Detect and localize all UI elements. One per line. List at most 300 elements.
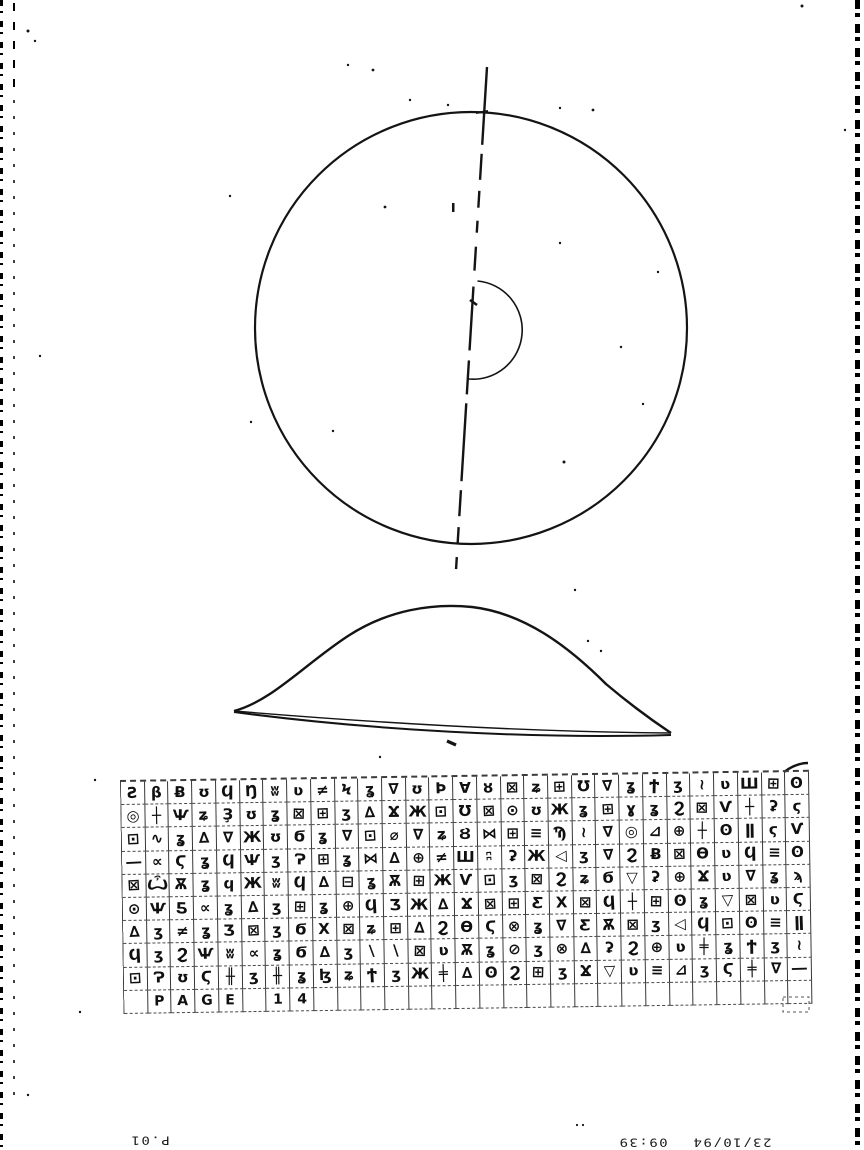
- page-label-cell: [338, 987, 362, 1011]
- glyph-cell: ⊞: [645, 890, 669, 914]
- glyph-cell: Ѱ: [146, 897, 170, 921]
- glyph-cell: Ϯ: [361, 964, 385, 988]
- page-label-cell: [385, 986, 409, 1010]
- glyph-cell: ʘ: [668, 889, 692, 913]
- glyph-cell: ⊡: [716, 912, 740, 936]
- glyph-cell: Х: [313, 918, 337, 942]
- glyph-cell: Ѳ: [691, 843, 715, 867]
- glyph-cell: ʋ: [622, 960, 646, 984]
- page-label-cell: [717, 981, 741, 1005]
- glyph-cell: ∆: [383, 847, 407, 871]
- page-label-cell: [124, 990, 148, 1014]
- page-label-cell: [693, 982, 717, 1006]
- page-label-cell: [361, 987, 385, 1011]
- glyph-cell: ʓ: [643, 797, 667, 821]
- glyph-cell: Ʒ: [218, 919, 242, 943]
- page-label-cell: [788, 980, 812, 1004]
- glyph-cell: ʓ: [572, 798, 596, 822]
- glyph-cell: ʓ: [264, 803, 288, 827]
- glyph-cell: Ж: [407, 893, 431, 917]
- glyph-cell: Ʊ: [453, 800, 477, 824]
- glyph-cell: ∇: [764, 958, 788, 982]
- glyph-cell: β: [145, 781, 169, 805]
- glyph-cell: ⌀: [383, 824, 407, 848]
- glyph-cell: ⋈: [359, 848, 383, 872]
- glyph-cell: ╫: [219, 966, 243, 990]
- glyph-cell: Ϭ: [288, 826, 312, 850]
- page-label-cell: [622, 983, 646, 1007]
- page-label-cell: [670, 982, 694, 1006]
- glyph-cell: ⊞: [407, 870, 431, 894]
- glyph-cell: ʓ: [194, 873, 218, 897]
- glyph-cell: Ϯ: [740, 935, 764, 959]
- page-label-cell: [504, 985, 528, 1009]
- glyph-cell: ʓ: [266, 942, 290, 966]
- glyph-cell: ʓ: [193, 850, 217, 874]
- glyph-cell: ∖: [384, 940, 408, 964]
- glyph-cell: Ш: [454, 846, 478, 870]
- glyph-cell: ≠: [430, 847, 454, 871]
- glyph-cell: Ϛ: [195, 966, 219, 990]
- glyph-cell: ⊙: [123, 898, 147, 922]
- glyph-cell: ≀: [572, 821, 596, 845]
- glyph-cell: ⊿: [644, 820, 668, 844]
- glyph-cell: Ѵ: [786, 818, 810, 842]
- base-top-line: [234, 711, 671, 733]
- glyph-cell: ʒ: [242, 965, 266, 989]
- glyph-cell: ⊠: [573, 891, 597, 915]
- glyph-cell: ╪: [693, 935, 717, 959]
- glyph-cell: Ϭ: [289, 941, 313, 965]
- glyph-cell: ʒ: [385, 963, 409, 987]
- glyph-cell: ⊕: [667, 820, 691, 844]
- glyph-cell: ∿: [145, 828, 169, 852]
- glyph-cell: ∆: [359, 801, 383, 825]
- glyph-cell: ⊡: [359, 824, 383, 848]
- glyph-cell: ⊠: [479, 892, 503, 916]
- glyph-cell: ʊ: [192, 781, 216, 805]
- glyph-cell: ∇: [550, 914, 574, 938]
- glyph-cell: Þ: [429, 777, 453, 801]
- glyph-cell: ⊠: [287, 802, 311, 826]
- glyph-cell: ⊞: [312, 848, 336, 872]
- center-dome-arc: [469, 281, 523, 379]
- glyph-cell: ∆: [456, 962, 480, 986]
- glyph-cell: ∝: [194, 897, 218, 921]
- glyph-cell: ▽: [598, 960, 622, 984]
- glyph-cell: ʓ: [358, 778, 382, 802]
- glyph-cell: ⊠: [242, 919, 266, 943]
- glyph-cell: ⊠: [408, 940, 432, 964]
- page-label-cell: [480, 985, 504, 1009]
- glyph-cell: ∇: [217, 827, 241, 851]
- glyph-cell: ⊞: [548, 775, 572, 799]
- glyph-cell: ʒ: [147, 920, 171, 944]
- page-label-cell: [432, 986, 456, 1010]
- glyph-cell: Ϩ: [667, 797, 691, 821]
- glyph-cell: ⊠: [337, 918, 361, 942]
- page-label-cell: [456, 985, 480, 1009]
- glyph-cell: ʒ: [551, 961, 575, 985]
- glyph-cell: ◎: [121, 805, 145, 829]
- fax-page-number: P.01: [130, 1133, 170, 1147]
- glyph-cell: Ʊ: [572, 775, 596, 799]
- glyph-cell: Ѱ: [195, 943, 219, 967]
- glyph-cell: ⊞: [596, 798, 620, 822]
- glyph-cell: Ϩ: [431, 916, 455, 940]
- glyph-cell: Ƨ: [121, 782, 145, 806]
- page-label-cell: [646, 983, 670, 1007]
- glyph-cell: ϡ: [787, 865, 811, 889]
- glyph-cell: ╫: [266, 965, 290, 989]
- glyph-cell: Ϥ: [217, 850, 241, 874]
- glyph-cell: ʑ: [337, 964, 361, 988]
- glyph-cell: ʓ: [526, 915, 550, 939]
- glyph-cell: Ϩ: [622, 937, 646, 961]
- glyph-cell: ǁ: [787, 911, 811, 935]
- glyph-cell: Ƽ: [170, 897, 194, 921]
- glyph-cell: ʡ: [598, 937, 622, 961]
- glyph-cell: ʒ: [693, 959, 717, 983]
- glyph-cell: ʘ: [786, 841, 810, 865]
- glyph-cell: ∖: [361, 940, 385, 964]
- glyph-cell: ▽: [621, 867, 645, 891]
- glyph-cell: Ѫ: [598, 914, 622, 938]
- glyph-cell: ⊠: [621, 913, 645, 937]
- glyph-cell: Ȣ: [454, 823, 478, 847]
- page-label-cell: [741, 981, 765, 1005]
- glyph-cell: ʒ: [573, 845, 597, 869]
- glyph-cell: ʓ: [313, 895, 337, 919]
- glyph-cell: Ƹ: [574, 914, 598, 938]
- glyph-cell: ʋ: [669, 936, 693, 960]
- glyph-cell: Ш: [738, 772, 762, 796]
- glyph-cell: ▽: [716, 889, 740, 913]
- glyph-cell: ʓ: [763, 865, 787, 889]
- glyph-cell: ≡: [525, 822, 549, 846]
- glyph-cell: ∇: [596, 821, 620, 845]
- glyph-cell: Ʒ: [384, 894, 408, 918]
- glyph-cell: ⊗: [503, 915, 527, 939]
- glyph-cell: ʒ: [264, 849, 288, 873]
- glyph-cell: ʓ: [692, 889, 716, 913]
- glyph-cell: Ѵ: [454, 869, 478, 893]
- glyph-cell: ʒ: [645, 913, 669, 937]
- glyph-cell: ϥ: [217, 873, 241, 897]
- glyph-cell: ∇: [406, 824, 430, 848]
- page-label-cell: [765, 981, 789, 1005]
- glyph-cell: Ϥ: [360, 894, 384, 918]
- glyph-cell: ʒ: [337, 941, 361, 965]
- glyph-cell: Ж: [406, 801, 430, 825]
- glyph-cell: ⊞: [502, 892, 526, 916]
- glyph-cell: ≀: [788, 934, 812, 958]
- glyph-cell: ∀: [453, 777, 477, 801]
- glyph-cell: Ж: [241, 873, 265, 897]
- page-label-cell: P: [148, 990, 172, 1014]
- glyph-cell: Ж: [548, 798, 572, 822]
- glyph-cell: ʊ: [240, 803, 264, 827]
- glyph-cell: Ϟ: [335, 778, 359, 802]
- glyph-cell: Ɂ: [288, 849, 312, 873]
- glyph-cell: Ϥ: [692, 912, 716, 936]
- glyph-cell: ⊕: [645, 936, 669, 960]
- glyph-cell: Ϫ: [574, 960, 598, 984]
- glyph-cell: ʋ: [715, 866, 739, 890]
- glyph-cell: Ƀ: [168, 781, 192, 805]
- glyph-cell: ʒ: [265, 895, 289, 919]
- page-label-cell: [527, 984, 551, 1008]
- glyph-cell: ⊞: [289, 895, 313, 919]
- glyph-cell: ʋ: [432, 939, 456, 963]
- glyph-cell: Ѫ: [383, 871, 407, 895]
- glyph-cell: ʓ: [716, 935, 740, 959]
- glyph-cell: ʑ: [360, 917, 384, 941]
- page-label-cell: E: [219, 989, 243, 1013]
- glyph-cell: Ж: [240, 826, 264, 850]
- glyph-cell: ⊕: [407, 847, 431, 871]
- glyph-cell: ⊞: [384, 917, 408, 941]
- glyph-cell: ┼: [145, 804, 169, 828]
- symbol-grid: [120, 770, 812, 1014]
- glyph-cell: ∇: [595, 775, 619, 799]
- glyph-cell: Ϡ: [549, 822, 573, 846]
- glyph-cell: ʒ: [527, 938, 551, 962]
- glyph-cell: ʘ: [785, 772, 809, 796]
- glyph-cell: ≀: [690, 773, 714, 797]
- glyph-cell: ◁: [669, 913, 693, 937]
- glyph-cell: ʓ: [619, 774, 643, 798]
- glyph-cell: Ƹ: [526, 892, 550, 916]
- glyph-cell: Ϭ: [597, 867, 621, 891]
- glyph-cell: Ж: [431, 870, 455, 894]
- glyph-cell: ʓ: [169, 827, 193, 851]
- glyph-cell: ʓ: [290, 965, 314, 989]
- page-label-cell: [599, 983, 623, 1007]
- page-label-cell: [551, 984, 575, 1008]
- glyph-cell: Ж: [408, 963, 432, 987]
- glyph-cell: ∆: [241, 896, 265, 920]
- glyph-cell: Ѫ: [456, 939, 480, 963]
- glyph-cell: ʬ: [218, 943, 242, 967]
- glyph-cell: Ϛ: [717, 958, 741, 982]
- glyph-cell: Ϭ: [289, 918, 313, 942]
- fax-date: 23/10/94: [692, 1135, 772, 1149]
- glyph-cell: ϛ: [762, 819, 786, 843]
- fax-time: 09:39: [618, 1135, 668, 1149]
- glyph-cell: ʊ: [264, 826, 288, 850]
- glyph-cell: ⊠: [739, 888, 763, 912]
- glyph-cell: Ѫ: [170, 874, 194, 898]
- glyph-cell: ʓ: [336, 848, 360, 872]
- glyph-cell: ⋈: [478, 823, 502, 847]
- glyph-cell: Ϥ: [597, 891, 621, 915]
- glyph-cell: ʘ: [480, 962, 504, 986]
- disc-plan-view: [255, 67, 687, 570]
- glyph-cell: ∇: [596, 844, 620, 868]
- glyph-cell: ╪: [741, 958, 765, 982]
- glyph-cell: ⊿: [669, 959, 693, 983]
- glyph-cell: ʡ: [644, 867, 668, 891]
- glyph-cell: ∆: [313, 941, 337, 965]
- glyph-cell: Ϫ: [692, 866, 716, 890]
- glyph-cell: ʒ: [335, 802, 359, 826]
- glyph-cell: ϛ: [786, 795, 810, 819]
- page-label-cell: 1: [266, 988, 290, 1012]
- glyph-cell: ⊞: [311, 802, 335, 826]
- glyph-cell: Ѱ: [241, 849, 265, 873]
- glyph-cell: ≠: [171, 920, 195, 944]
- glyph-cell: ⊠: [477, 800, 501, 824]
- glyph-cell: ⊠: [691, 796, 715, 820]
- glyph-cell: ʭ: [478, 846, 502, 870]
- glyph-cell: ⊙: [501, 799, 525, 823]
- glyph-cell: ⊞: [762, 772, 786, 796]
- page-label-cell: [575, 984, 599, 1008]
- glyph-cell: ʊ: [525, 799, 549, 823]
- glyph-cell: Ѱ: [169, 804, 193, 828]
- glyph-cell: ⊟: [336, 871, 360, 895]
- axis-dashed-line: [456, 67, 487, 570]
- glyph-cell: ◎: [620, 821, 644, 845]
- glyph-cell: ≡: [764, 911, 788, 935]
- page-label-cell: A: [172, 990, 196, 1014]
- page-label-cell: 4: [290, 988, 314, 1012]
- glyph-cell: ⊗: [550, 938, 574, 962]
- glyph-cell: ʋ: [763, 888, 787, 912]
- glyph-cell: ɣ: [620, 797, 644, 821]
- glyph-cell: Ƀ: [644, 843, 668, 867]
- glyph-cell: Ϩ: [620, 844, 644, 868]
- glyph-cell: ∆: [312, 872, 336, 896]
- page-label-cell: [409, 986, 433, 1010]
- glyph-cell: ʘ: [715, 819, 739, 843]
- glyph-cell: ∆: [123, 921, 147, 945]
- glyph-cell: ʑ: [430, 823, 454, 847]
- glyph-cell: ⊡: [430, 800, 454, 824]
- glyph-cell: ―: [122, 851, 146, 875]
- glyph-cell: Ϥ: [739, 842, 763, 866]
- glyph-cell: ʋ: [715, 842, 739, 866]
- glyph-cell: ʑ: [524, 776, 548, 800]
- glyph-cell: Ϫ: [455, 893, 479, 917]
- glyph-cell: Ϛ: [479, 915, 503, 939]
- glyph-cell: ʊ: [406, 777, 430, 801]
- glyph-cell: Ϥ: [216, 780, 240, 804]
- glyph-cell: ―: [788, 957, 812, 981]
- dome-curve: [234, 606, 671, 733]
- glyph-cell: ʬ: [265, 872, 289, 896]
- glyph-cell: ʒ: [667, 774, 691, 798]
- page-label-cell: [243, 989, 267, 1013]
- glyph-cell: Ϩ: [171, 943, 195, 967]
- glyph-cell: ⊘: [503, 938, 527, 962]
- glyph-cell: Ѵ: [714, 796, 738, 820]
- glyph-cell: Ϥ: [288, 872, 312, 896]
- glyph-cell: Х: [550, 891, 574, 915]
- glyph-cell: ʓ: [479, 939, 503, 963]
- glyph-cell: ǁ: [738, 819, 762, 843]
- glyph-cell: ʊ: [171, 966, 195, 990]
- glyph-cell: Ŋ: [240, 780, 264, 804]
- glyph-cell: Ϯ: [643, 774, 667, 798]
- glyph-cell: ʓ: [194, 920, 218, 944]
- glyph-cell: ∇: [739, 865, 763, 889]
- glyph-cell: ɮ: [314, 964, 338, 988]
- glyph-cell: ʡ: [762, 795, 786, 819]
- glyph-cell: ʒ: [502, 869, 526, 893]
- glyph-cell: Ϩ: [549, 868, 573, 892]
- glyph-cell: ȣ: [477, 776, 501, 800]
- glyph-cell: ʒ: [764, 934, 788, 958]
- page-label-cell: G: [195, 989, 219, 1013]
- glyph-cell: Ҙ: [216, 803, 240, 827]
- pen-mark: [447, 741, 456, 745]
- small-tick: [452, 203, 455, 212]
- glyph-cell: ⊡: [124, 967, 148, 991]
- glyph-cell: ʋ: [714, 773, 738, 797]
- glyph-cell: ʑ: [573, 868, 597, 892]
- glyph-cell: ⊞: [501, 822, 525, 846]
- glyph-cell: Ϩ: [503, 961, 527, 985]
- page-label-cell: [314, 987, 338, 1011]
- glyph-cell: ⊡: [122, 828, 146, 852]
- glyph-cell: ⊡: [478, 869, 502, 893]
- glyph-cell: ʑ: [193, 804, 217, 828]
- glyph-cell: ┼: [691, 820, 715, 844]
- glyph-cell: ⊕: [668, 866, 692, 890]
- glyph-cell: ≡: [763, 842, 787, 866]
- glyph-cell: ʓ: [311, 825, 335, 849]
- glyph-cell: Ѳ: [455, 916, 479, 940]
- glyph-cell: ◁: [549, 845, 573, 869]
- glyph-cell: ʒ: [265, 919, 289, 943]
- glyph-cell: ╪: [432, 963, 456, 987]
- glyph-cell: ∝: [242, 942, 266, 966]
- glyph-cell: ∝: [146, 851, 170, 875]
- glyph-cell: ∆: [408, 917, 432, 941]
- glyph-cell: ⊠: [526, 868, 550, 892]
- glyph-cell: ∆: [193, 827, 217, 851]
- glyph-cell: ʒ: [147, 944, 171, 968]
- glyph-cell: Ϛ: [787, 888, 811, 912]
- glyph-cell: ʓ: [218, 896, 242, 920]
- glyph-cell: ⊞: [527, 961, 551, 985]
- glyph-cell: ʡ: [502, 846, 526, 870]
- glyph-cell: ⊕: [336, 894, 360, 918]
- glyph-cell: ∇: [382, 778, 406, 802]
- glyph-cell: ⊠: [122, 874, 146, 898]
- glyph-cell: Ж: [525, 845, 549, 869]
- glyph-cell: ʓ: [360, 871, 384, 895]
- glyph-cell: Ϛ: [169, 850, 193, 874]
- glyph-cell: ≠: [311, 779, 335, 803]
- glyph-cell: Ϥ: [123, 944, 147, 968]
- glyph-cell: ┼: [738, 796, 762, 820]
- glyph-cell: Ɂ: [147, 967, 171, 991]
- glyph-cell: ʋ: [287, 779, 311, 803]
- glyph-cell: ⊠: [668, 843, 692, 867]
- glyph-cell: Ѽ: [146, 874, 170, 898]
- glyph-cell: ∇: [335, 825, 359, 849]
- glyph-cell: ┼: [621, 890, 645, 914]
- glyph-cell: ʬ: [263, 780, 287, 804]
- glyph-cell: ⊠: [501, 776, 525, 800]
- glyph-cell: ʘ: [740, 912, 764, 936]
- glyph-cell: Ϫ: [382, 801, 406, 825]
- glyph-cell: ∆: [574, 937, 598, 961]
- glyph-cell: ≡: [646, 959, 670, 983]
